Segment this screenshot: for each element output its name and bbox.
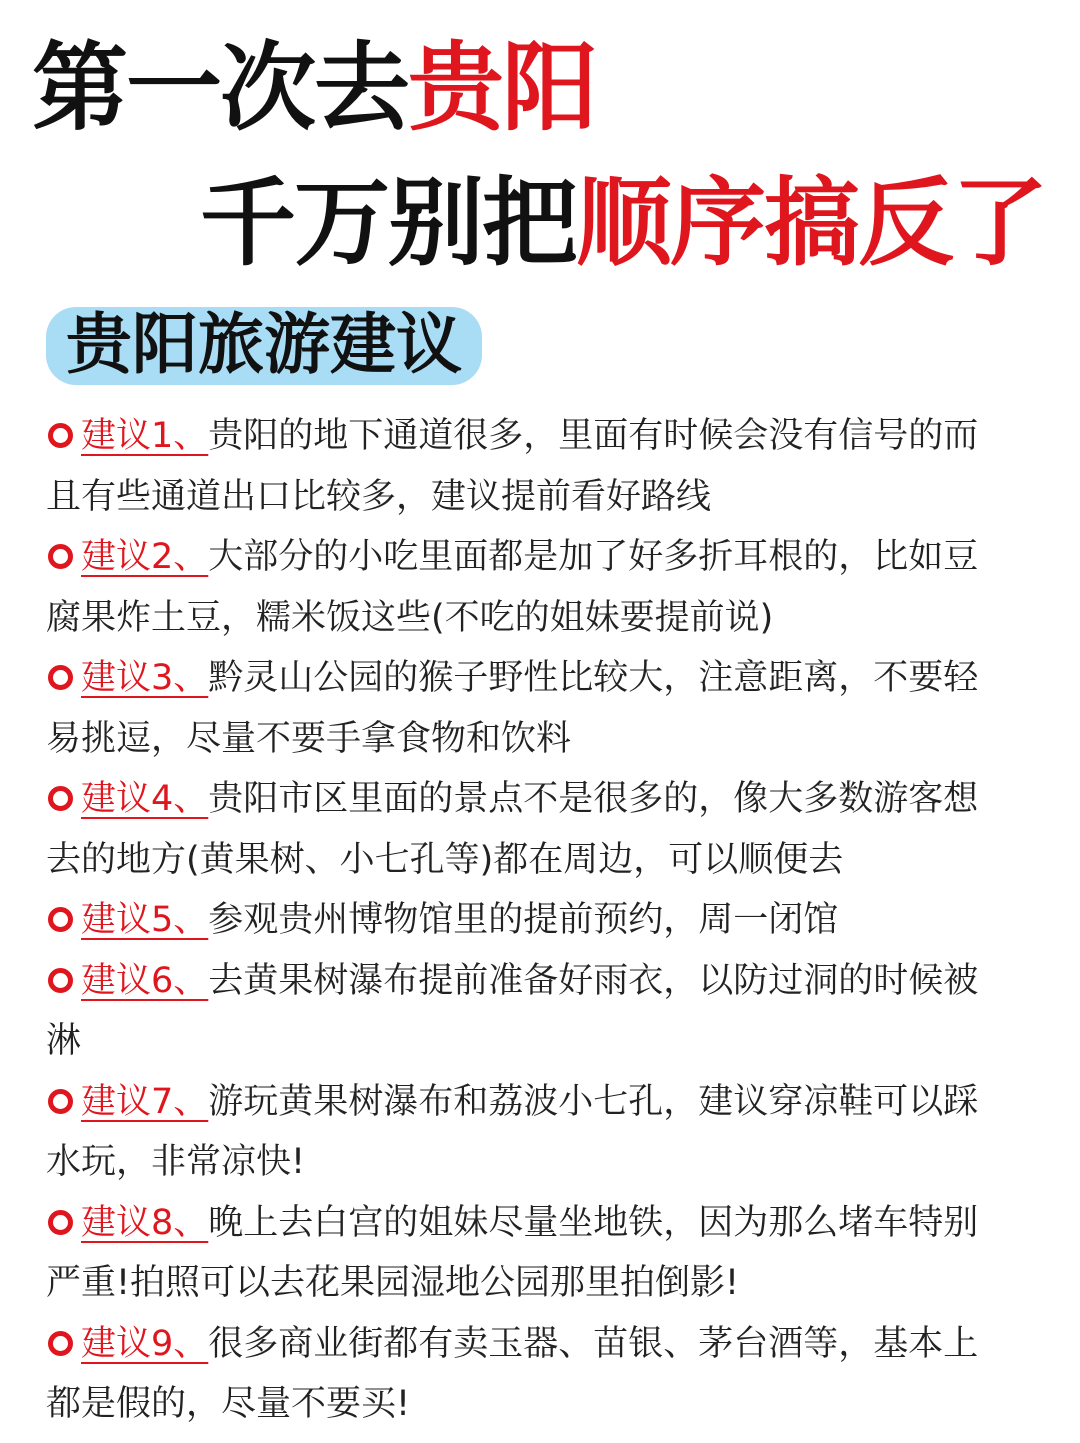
- circle-icon: [48, 1089, 73, 1114]
- headline-line-1: [32, 32, 596, 144]
- tip-label: 建议8、: [81, 1202, 209, 1243]
- tip-text: 晚上去白宫的姐妹尽量坐地铁，因为那么堵车特别严重!拍照可以去花果园湿地公园那里拍倒影!: [46, 1202, 979, 1303]
- tip-label: 建议3、: [81, 658, 209, 698]
- tip-item-5: [46, 890, 1006, 951]
- tip-item-4: [46, 769, 1006, 890]
- tip-label: 建议7、: [81, 1081, 209, 1122]
- tip-label: 建议1、: [81, 416, 209, 456]
- section-title: 贵阳旅游建议: [66, 306, 462, 383]
- tip-text: 黔灵山公园的猴子野性比较大，注意距离，不要轻易挑逗，尽量不要手拿食物和饮料: [46, 658, 979, 759]
- tip-item-1: [46, 406, 1006, 527]
- circle-icon: [48, 786, 73, 811]
- headline-line-2-black: 千万别把: [200, 167, 576, 279]
- tip-text: 大部分的小吃里面都是加了好多折耳根的，比如豆腐果炸土豆，糯米饭这些(不吃的姐妹要提前说): [46, 537, 979, 638]
- tip-text: 去黄果树瀑布提前准备好雨衣，以防过洞的时候被淋: [46, 960, 979, 1061]
- tip-text: 游玩黄果树瀑布和荔波小七孔，建议穿凉鞋可以踩水玩，非常凉快!: [46, 1081, 979, 1182]
- tip-item-6: [46, 951, 1006, 1072]
- tip-item-2: [46, 527, 1006, 648]
- circle-icon: [48, 665, 73, 690]
- tip-label: 建议6、: [81, 960, 209, 1001]
- headline-line-1-black: 第一次去: [32, 32, 408, 144]
- tip-text: 很多商业街都有卖玉器、苗银、茅台酒等，基本上都是假的，尽量不要买!: [46, 1323, 979, 1424]
- circle-icon: [48, 1210, 73, 1235]
- tip-item-7: [46, 1072, 1006, 1193]
- circle-icon: [48, 968, 73, 993]
- circle-icon: [48, 1331, 73, 1356]
- tip-text: 贵阳市区里面的景点不是很多的，像大多数游客想去的地方(黄果树、小七孔等)都在周边，可以顺便去: [46, 779, 979, 880]
- tip-item-3: [46, 648, 1006, 769]
- headline-line-2: [200, 167, 1046, 279]
- circle-icon: [48, 423, 73, 448]
- headline-line-2-red: 顺序搞反了: [576, 167, 1046, 279]
- tip-label: 建议2、: [81, 537, 209, 577]
- tip-label: 建议5、: [81, 900, 209, 940]
- tip-label: 建议9、: [81, 1323, 209, 1364]
- circle-icon: [48, 907, 73, 932]
- tips-list: [46, 406, 1006, 1435]
- tip-label: 建议4、: [81, 779, 209, 819]
- circle-icon: [48, 544, 73, 569]
- tip-item-8: [46, 1193, 1006, 1314]
- headline-line-1-red: 贵阳: [408, 32, 596, 144]
- tip-item-9: [46, 1314, 1006, 1435]
- tip-text: 参观贵州博物馆里的提前预约，周一闭馆: [208, 900, 839, 940]
- tip-text: 贵阳的地下通道很多，里面有时候会没有信号的而且有些通道出口比较多，建议提前看好路线: [46, 416, 979, 517]
